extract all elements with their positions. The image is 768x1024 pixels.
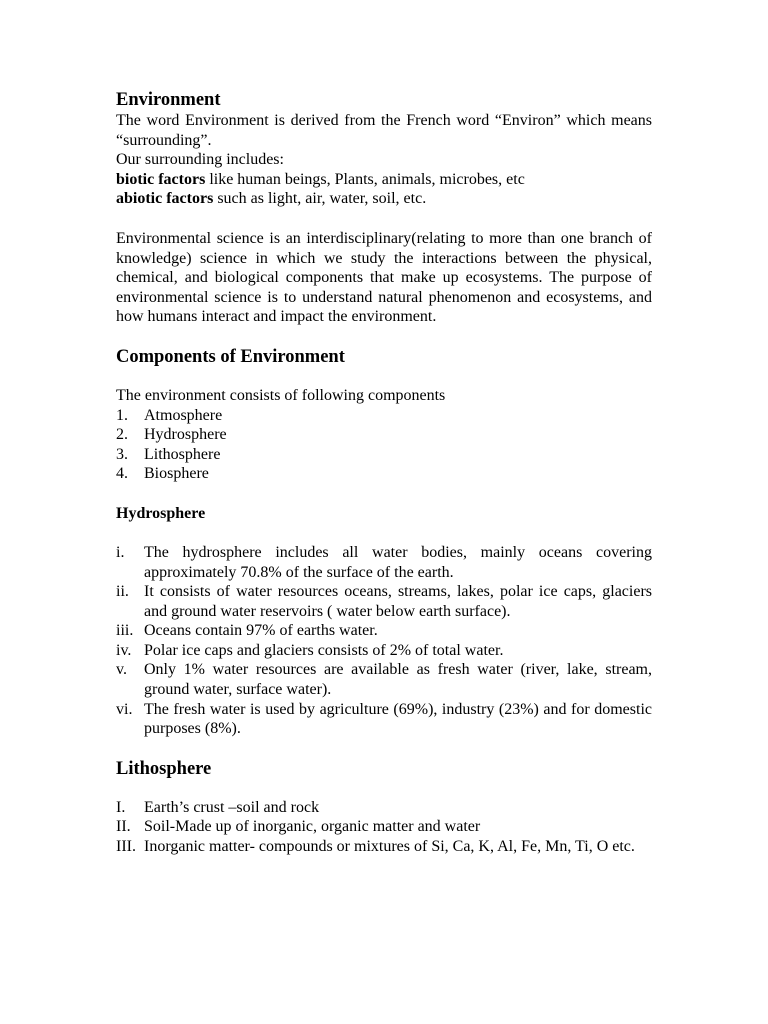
abiotic-text: such as light, air, water, soil, etc. — [213, 190, 427, 208]
list-item — [116, 798, 652, 818]
list-number: 2. — [116, 426, 128, 444]
list-number: II. — [116, 818, 131, 836]
list-item — [116, 445, 652, 465]
surrounding-intro: Our surrounding includes: — [116, 151, 284, 169]
environmental-science-paragraph: Environmental science is an interdisciplinary(relating to more than one branch of knowledge) science in which we study the interactions between the physical, chemical, and biological components that make up ecosystems. The purpose of environmental science is to understand natural phenomenon and ecosystems, and how humans interact and impact the environment. — [116, 229, 652, 326]
list-text: Atmosphere — [144, 406, 223, 424]
list-text: Oceans contain 97% of earths water. — [144, 622, 378, 640]
list-number: I. — [116, 798, 126, 816]
list-item — [116, 700, 652, 739]
biotic-label: biotic factors — [116, 170, 206, 188]
biotic-text: like human beings, Plants, animals, microbes, etc — [205, 170, 525, 188]
list-number: v. — [116, 661, 127, 679]
environment-definition: The word Environment is derived from the French word “Environ” which means “surrounding”. — [116, 112, 652, 149]
list-item — [116, 425, 652, 445]
list-number: 1. — [116, 406, 128, 424]
list-item — [116, 464, 652, 484]
list-number: III. — [116, 838, 136, 856]
biotic-factors-line — [116, 170, 652, 190]
components-list — [116, 406, 652, 484]
lithosphere-heading: Lithosphere — [116, 758, 212, 779]
list-item — [116, 406, 652, 426]
list-number: iii. — [116, 622, 134, 640]
list-number: 3. — [116, 445, 128, 463]
document-content — [116, 89, 652, 857]
abiotic-label: abiotic factors — [116, 190, 214, 208]
list-text: Only 1% water resources are available as fresh water (river, lake, stream, ground water, surface water). — [144, 661, 652, 699]
list-item — [116, 837, 652, 857]
list-text: Inorganic matter- compounds or mixtures of Si, Ca, K, Al, Fe, Mn, Ti, O etc. — [144, 838, 635, 856]
list-number: vi. — [116, 700, 133, 718]
list-item — [116, 641, 652, 661]
list-text: It consists of water resources oceans, streams, lakes, polar ice caps, glaciers and ground water reservoirs ( water below earth surface). — [144, 583, 652, 620]
components-heading: Components of Environment — [116, 346, 345, 367]
list-text: Lithosphere — [144, 445, 221, 463]
list-text: Earth’s crust –soil and rock — [144, 798, 320, 816]
list-number: i. — [116, 543, 125, 561]
hydrosphere-heading: Hydrosphere — [116, 504, 206, 522]
list-text: The hydrosphere includes all water bodies, mainly oceans covering approximately 70.8% of the surface of the earth. — [144, 543, 652, 581]
list-text: Soil-Made up of inorganic, organic matter and water — [144, 818, 481, 836]
list-item — [116, 660, 652, 699]
list-text: Polar ice caps and glaciers consists of 2% of total water. — [144, 641, 504, 659]
hydrosphere-list — [116, 543, 652, 739]
list-item — [116, 621, 652, 641]
list-number: ii. — [116, 583, 129, 601]
list-item — [116, 582, 652, 621]
list-number: iv. — [116, 641, 132, 659]
abiotic-factors-line — [116, 189, 652, 209]
list-text: Hydrosphere — [144, 426, 227, 444]
list-text: The fresh water is used by agriculture (69%), industry (23%) and for domestic purposes (8%). — [144, 700, 652, 738]
list-item — [116, 817, 652, 837]
components-intro: The environment consists of following components — [116, 386, 446, 404]
list-item — [116, 543, 652, 582]
list-number: 4. — [116, 465, 128, 483]
lithosphere-list — [116, 798, 652, 857]
list-text: Biosphere — [144, 465, 209, 483]
environment-heading: Environment — [116, 90, 221, 110]
